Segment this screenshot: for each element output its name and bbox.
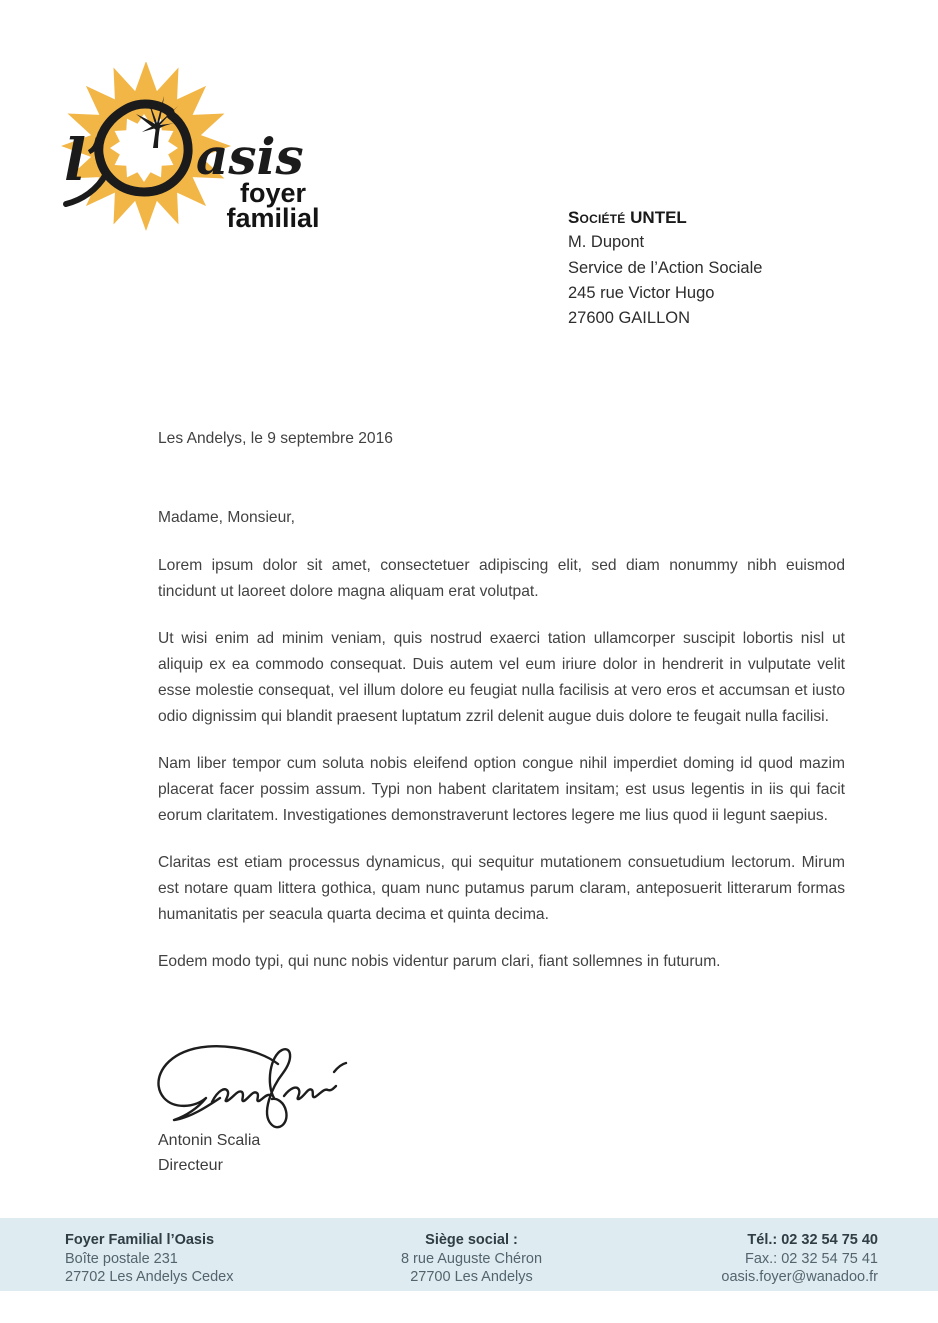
- salutation: Madame, Monsieur,: [158, 509, 295, 526]
- oasis-logo: [52, 62, 342, 234]
- recipient-line: Service de l’Action Sociale: [568, 258, 763, 277]
- recipient-block: [568, 205, 762, 331]
- signer-name: Antonin Scalia: [158, 1132, 261, 1149]
- footer-email: oasis.foyer@wanadoo.fr: [721, 1269, 878, 1286]
- paragraph-4: Claritas est etiam processus dynamicus, qui sequitur mutationem consuetudium lectorum. Mirum est notare quam littera gothica, quam nunc putamus parum claram, anteposuerit litterarum formas humanitatis per seacula quarta decima et quinta decima.: [158, 854, 845, 923]
- recipient-line: M. Dupont: [568, 233, 645, 252]
- footer-org-city: 27702 Les Andelys Cedex: [65, 1269, 234, 1286]
- recipient-company-prefix: Société: [568, 208, 626, 227]
- recipient-line: 245 rue Victor Hugo: [568, 283, 715, 302]
- logo-script-l: l’: [64, 126, 107, 194]
- logo-script-asis: asis: [196, 127, 304, 186]
- date-line: Les Andelys, le 9 septembre 2016: [158, 430, 393, 447]
- logo-tagline-familial: familial: [226, 203, 320, 233]
- recipient-line: 27600 GAILLON: [568, 309, 690, 328]
- footer-siege-block: [336, 1231, 607, 1291]
- recipient-company-name: UNTEL: [630, 208, 687, 227]
- footer-contact-block: [607, 1231, 878, 1291]
- footer-phone: Tél.: 02 32 54 75 40: [747, 1232, 878, 1248]
- footer-siege-city: 27700 Les Andelys: [410, 1269, 533, 1286]
- footer-org-name: Foyer Familial l’Oasis: [65, 1232, 215, 1248]
- footer-org-po-box: Boîte postale 231: [65, 1250, 178, 1267]
- footer-fax: Fax.: 02 32 54 75 41: [744, 1250, 878, 1267]
- sun-palm-logo-icon: [52, 62, 342, 234]
- logo-tagline-foyer: foyer: [239, 178, 307, 208]
- footer: [0, 1218, 938, 1291]
- paragraph-2: Ut wisi enim ad minim veniam, quis nostrud exaerci tation ullamcorper suscipit lobortis nisl ut aliquip ex ea commodo consequat. Duis autem vel eum iriure dolor in hendrerit in vulputate velit esse molestie consequat, vel illum dolore eu feugiat nulla facilisis at vero eros et accumsan et iusto odio dignissim qui blandit praesent luptatum zzril delenit augue duis dolore te feugait nulla facilisi.: [158, 630, 845, 725]
- paragraph-5: Eodem modo typi, qui nunc nobis videntur parum clari, fiant sollemnes in futurum.: [158, 953, 721, 970]
- letter-body: [158, 505, 845, 996]
- footer-org-block: [65, 1231, 336, 1291]
- footer-siege-street: 8 rue Auguste Chéron: [400, 1250, 543, 1267]
- signature-icon: [150, 1040, 355, 1140]
- paragraph-3: Nam liber tempor cum soluta nobis eleifend option congue nihil imperdiet doming id quod mazim placerat facer possim assum. Typi non habent claritatem insitam; est usus legentis in iis qui facit eorum claritatem. Investigationes demonstraverunt lectores legere me lius quod ii legunt saepius.: [158, 755, 845, 824]
- signer-title: Directeur: [158, 1157, 223, 1174]
- footer-siege-title: Siège social :: [425, 1232, 518, 1248]
- paragraph-1: Lorem ipsum dolor sit amet, consectetuer adipiscing elit, sed diam nonummy nibh euismod tincidunt ut laoreet dolore magna aliquam erat volutpat.: [158, 557, 845, 600]
- recipient-company: [568, 205, 762, 230]
